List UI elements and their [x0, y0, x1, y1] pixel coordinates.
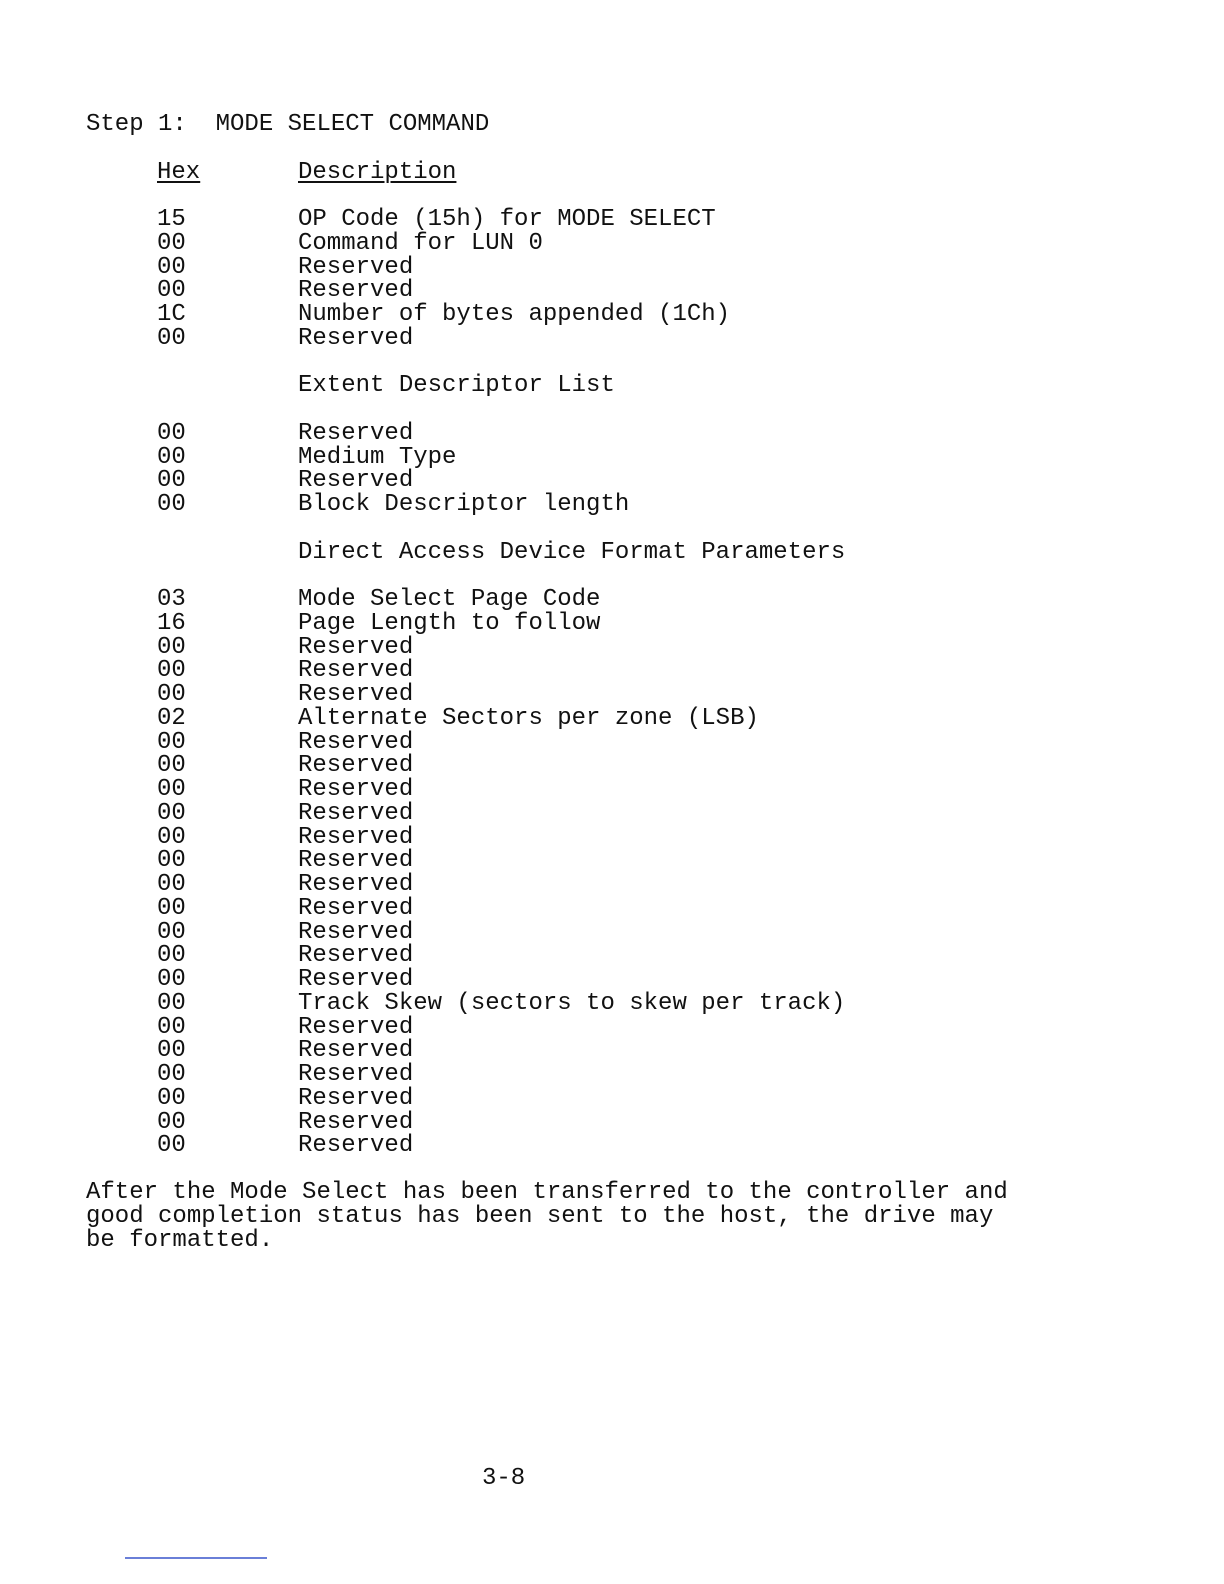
hex-value: 00 [157, 966, 186, 993]
closing-paragraph: After the Mode Select has been transferred to the controller and good completion status has been sent to the host, the drive may be formatted. [86, 1179, 1008, 1254]
section-title: Extent Descriptor List [298, 372, 615, 400]
byte-description: Reserved [298, 419, 414, 447]
hex-value: 00 [157, 419, 186, 447]
hex-value: 00 [157, 823, 186, 851]
hex-value: 00 [157, 229, 186, 257]
hex-value: 00 [157, 1108, 186, 1136]
hex-value: 00 [157, 1061, 186, 1088]
hex-column-header: Hex [157, 159, 201, 186]
byte-description: Reserved [298, 752, 414, 780]
byte-description: Command for LUN 0 [298, 229, 543, 257]
byte-description: OP Code (15h) for MODE SELECT [298, 206, 716, 233]
byte-description: Reserved [298, 1108, 414, 1136]
hex-value: 00 [157, 443, 186, 471]
hex-value: 00 [157, 871, 186, 898]
byte-description: Reserved [298, 681, 414, 708]
byte-description: Number of bytes appended (1Ch) [298, 301, 731, 328]
hex-value: 00 [157, 847, 186, 875]
hex-value: 15 [157, 206, 186, 233]
byte-description: Reserved [298, 1132, 414, 1160]
byte-description: Reserved [298, 324, 414, 352]
byte-description: Page Length to follow [298, 609, 601, 637]
byte-description: Reserved [298, 633, 414, 661]
byte-description: Reserved [298, 918, 414, 946]
bottom-rule [125, 1557, 267, 1559]
description-column-header: Description [298, 159, 457, 186]
byte-description: Reserved [298, 467, 414, 495]
byte-description: Reserved [298, 966, 414, 993]
byte-description: Reserved [298, 728, 414, 756]
byte-description: Reserved [298, 657, 414, 685]
hex-value: 00 [157, 324, 186, 352]
hex-value: 00 [157, 1132, 186, 1160]
hex-value: 00 [157, 633, 186, 661]
hex-value: 16 [157, 609, 186, 637]
byte-description: Reserved [298, 253, 414, 281]
byte-description: Reserved [298, 847, 414, 875]
byte-description: Mode Select Page Code [298, 586, 601, 613]
byte-description: Reserved [298, 1061, 414, 1088]
hex-value: 00 [157, 894, 186, 922]
byte-description: Reserved [298, 823, 414, 851]
section-title: Direct Access Device Format Parameters [298, 538, 846, 566]
hex-value: 00 [157, 918, 186, 946]
hex-value: 00 [157, 681, 186, 708]
page-number: 3-8 [482, 1465, 526, 1492]
hex-value: 00 [157, 277, 186, 305]
byte-description: Alternate Sectors per zone (LSB) [298, 704, 759, 732]
hex-value: 00 [157, 491, 186, 518]
hex-value: 00 [157, 467, 186, 495]
byte-description: Reserved [298, 871, 414, 898]
byte-description: Reserved [298, 1037, 414, 1065]
byte-description: Reserved [298, 1084, 414, 1112]
byte-description: Block Descriptor length [298, 491, 630, 518]
hex-value: 00 [157, 657, 186, 685]
hex-value: 00 [157, 776, 186, 803]
byte-description: Reserved [298, 942, 414, 970]
hex-value: 00 [157, 728, 186, 756]
byte-description: Reserved [298, 776, 414, 803]
hex-value: 00 [157, 253, 186, 281]
hex-value: 00 [157, 1084, 186, 1112]
hex-value: 00 [157, 989, 186, 1017]
byte-description: Medium Type [298, 443, 457, 471]
step-title: Step 1: MODE SELECT COMMAND [86, 111, 490, 138]
byte-description: Reserved [298, 277, 414, 305]
byte-description: Reserved [298, 799, 414, 827]
hex-value: 00 [157, 942, 186, 970]
byte-description: Track Skew (sectors to skew per track) [298, 989, 846, 1017]
hex-value: 03 [157, 586, 186, 613]
hex-value: 1C [157, 301, 186, 328]
hex-value: 00 [157, 752, 186, 780]
byte-description: Reserved [298, 1013, 414, 1041]
hex-value: 02 [157, 704, 186, 732]
hex-value: 00 [157, 799, 186, 827]
hex-value: 00 [157, 1037, 186, 1065]
byte-description: Reserved [298, 894, 414, 922]
hex-value: 00 [157, 1013, 186, 1041]
